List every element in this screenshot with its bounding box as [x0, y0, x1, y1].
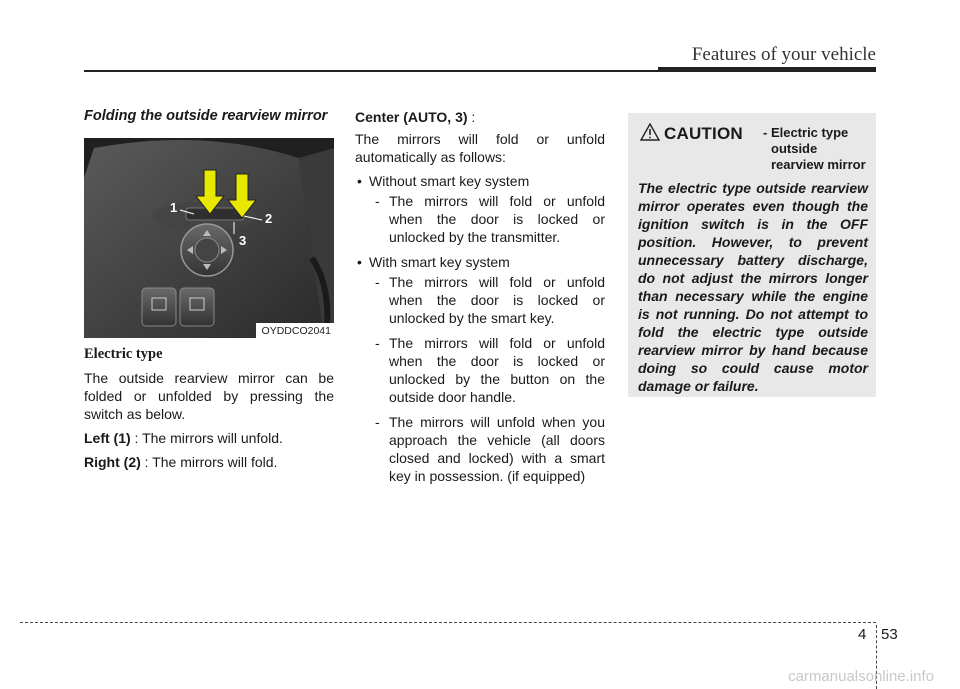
- callout-3: 3: [239, 233, 247, 248]
- dash-item: - The mirrors will fold or unfold when the door is locked or unlocked by the button on the outside door handle.: [369, 334, 605, 406]
- dash-item: - The mirrors will fold or unfold when the door is locked or unlocked by the smart key.: [369, 273, 605, 327]
- right-text: : The mirrors will fold.: [140, 454, 278, 470]
- middle-column: [355, 108, 605, 492]
- left-label: Left (1): [84, 430, 131, 446]
- bullet-with-smart-key: • With smart key system: [355, 253, 605, 271]
- caution-box: [628, 113, 876, 397]
- header-title: Features of your vehicle: [691, 44, 876, 65]
- left-instruction: [84, 429, 334, 447]
- caution-type-line: - Electric type: [763, 125, 849, 140]
- chapter-number: 4: [858, 626, 867, 643]
- caution-type: [763, 125, 866, 173]
- caution-word: CAUTION: [664, 124, 743, 143]
- left-text: : The mirrors will unfold.: [130, 430, 283, 446]
- footer-rule: [20, 622, 876, 623]
- section-title: Folding the outside rearview mirror: [84, 108, 328, 124]
- callout-1: 1: [170, 200, 178, 215]
- caution-type-line: outside: [771, 141, 818, 156]
- caution-type-line: rearview mirror: [771, 157, 866, 172]
- figure-code: OYDDCO2041: [256, 323, 334, 338]
- warning-icon: [640, 123, 660, 141]
- door-switch-illustration: [84, 138, 334, 338]
- dash-item: - The mirrors will fold or unfold when the door is locked or unlocked by the transmitter.: [369, 192, 605, 246]
- callout-2: 2: [265, 211, 273, 226]
- center-label: Center (AUTO, 3): [355, 109, 468, 125]
- center-heading: [355, 108, 605, 126]
- caution-text: The electric type outside rearview mirror operates even though the ignition switch is in the OFF position. However, to prevent unnecessary battery discharge, do not adjust the mirrors longer than necessary while the engine is not running. Do not attempt to fold the electric type outside rearview mirror by hand because doing so could cause motor damage or failure.: [638, 180, 868, 394]
- right-instruction: [84, 453, 334, 471]
- left-column: [84, 108, 334, 477]
- sub-heading: Electric type: [84, 346, 163, 362]
- center-suffix: :: [467, 109, 476, 125]
- right-label: Right (2): [84, 454, 141, 470]
- bullet-without-smart-key: • Without smart key system: [355, 172, 605, 190]
- intro-paragraph: The outside rearview mirror can be folded or unfolded by pressing the switch as below.: [84, 370, 334, 422]
- center-lead: The mirrors will fold or unfold automatically as follows:: [355, 131, 605, 165]
- mirror-switch-figure: [84, 138, 334, 338]
- watermark: carmanualsonline.info: [788, 668, 934, 685]
- caution-header: [628, 113, 876, 173]
- header-rule-accent: [658, 67, 876, 72]
- dash-item: - The mirrors will unfold when you approach the vehicle (all doors closed and locked) with a smart key in possession. (if equipped): [369, 413, 605, 485]
- page-number: 53: [881, 626, 898, 643]
